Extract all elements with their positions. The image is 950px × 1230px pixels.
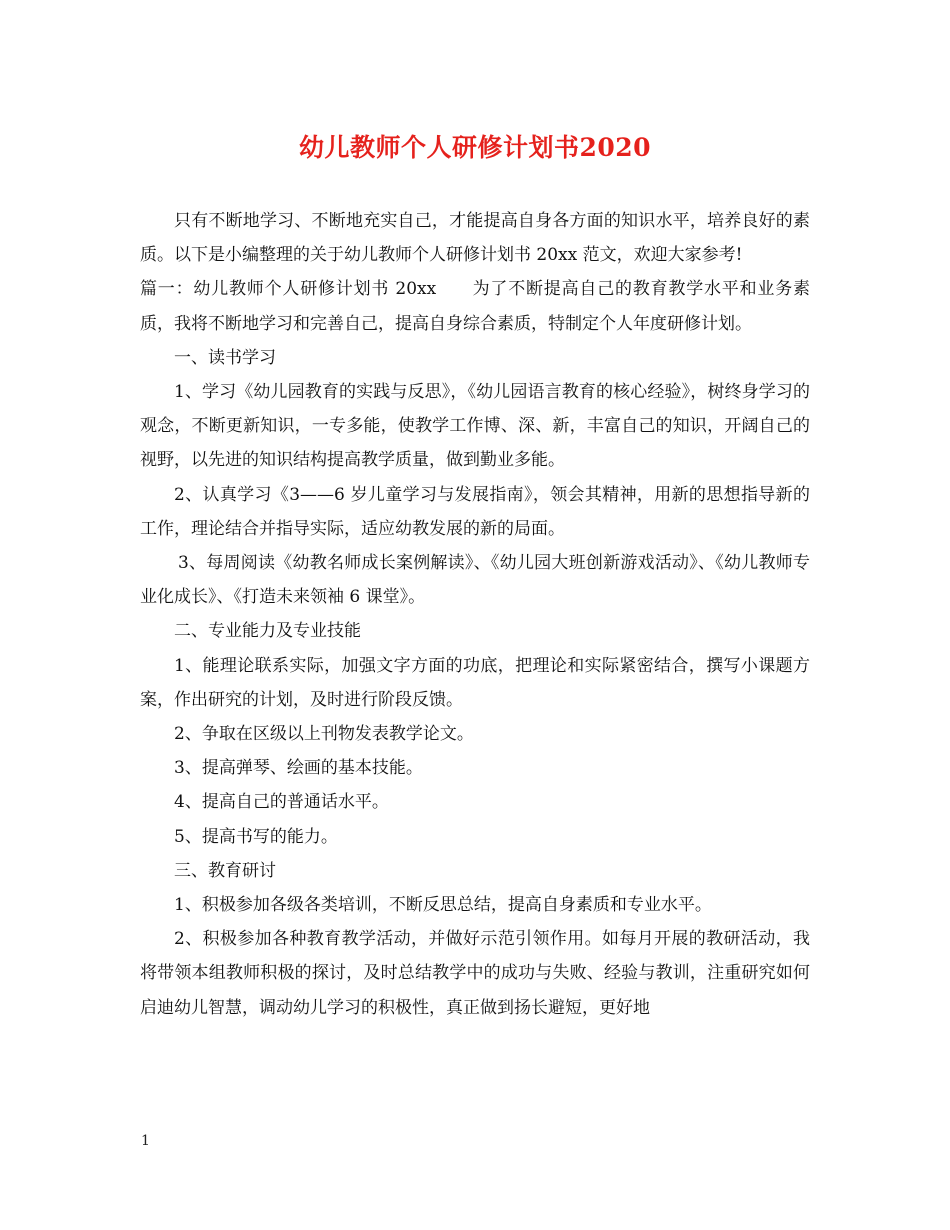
skills-item-5: 5、提高书写的能力。: [174, 826, 338, 847]
skills-item-4: 4、提高自己的普通话水平。: [174, 792, 389, 813]
research-item-1: 1、积极参加各级各类培训，不断反思总结，提高自身素质和专业水平。: [174, 895, 712, 916]
page-number: 1: [141, 1133, 150, 1149]
skills-item-2: 2、争取在区级以上刊物发表教学论文。: [174, 724, 474, 745]
document-body: [140, 204, 810, 1025]
skills-item-3: 3、提高弹琴、绘画的基本技能。: [174, 758, 423, 779]
section-heading-reading: 一、读书学习: [174, 347, 276, 368]
reading-item-2: 2、认真学习《3——6 岁儿童学习与发展指南》，领会其精神，用新的思想指导新的工作，理论结合并指导实际，适应幼教发展的新的局面。: [140, 484, 810, 539]
section-heading-professional-skills: 二、专业能力及专业技能: [174, 621, 361, 642]
intro-paragraph: 只有不断地学习、不断地充实自己，才能提高自身各方面的知识水平，培养良好的素质。以下是小编整理的关于幼儿教师个人研修计划书 20xx 范文，欢迎大家参考!: [140, 211, 810, 266]
reading-item-3: 3、每周阅读《幼教名师成长案例解读》、《幼儿园大班创新游戏活动》、《幼儿教师专业化成长》、《打造未来领袖 6 课堂》。: [140, 553, 810, 608]
section-heading-education-research: 三、教育研讨: [174, 860, 276, 881]
research-item-2: 2、积极参加各种教育教学活动，并做好示范引领作用。如每月开展的教研活动，我将带领本组教师积极的探讨，及时总结教学中的成功与失败、经验与教训，注重研究如何启迪幼儿智慧，调动幼儿学习的积极性，真正做到扬长避短，更好地: [140, 929, 810, 1018]
document-title: 幼儿教师个人研修计划书2020: [298, 133, 652, 162]
chapter-one-paragraph: 篇一：幼儿教师个人研修计划书 20xx 为了不断提高自己的教育教学水平和业务素质，我将不断地学习和完善自己，提高自身综合素质，特制定个人年度研修计划。: [140, 279, 810, 334]
skills-item-1: 1、能理论联系实际，加强文字方面的功底，把理论和实际紧密结合，撰写小课题方案，作出研究的计划，及时进行阶段反馈。: [140, 655, 810, 710]
reading-item-1: 1、学习《幼儿园教育的实践与反思》，《幼儿园语言教育的核心经验》，树终身学习的观念，不断更新知识，一专多能，使教学工作博、深、新，丰富自己的知识，开阔自己的视野，以先进的知识结构提高教学质量，做到勤业多能。: [140, 382, 810, 471]
